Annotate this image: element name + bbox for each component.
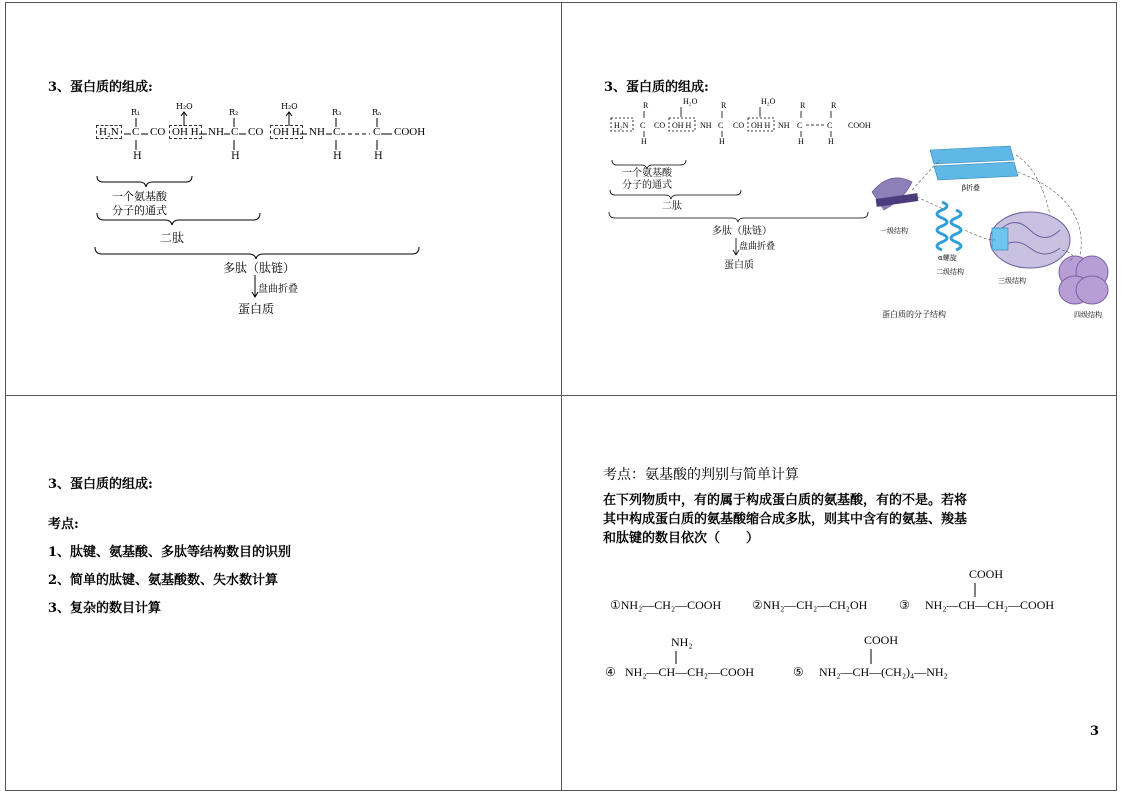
oh-h-group-1: OH H: [169, 126, 202, 138]
r3-label: R₃: [332, 108, 342, 117]
svg-text:R: R: [643, 101, 649, 110]
compound-4: NH₂—CH—CH₂—COOH: [625, 665, 755, 679]
svg-text:C: C: [718, 121, 724, 130]
compound-3-number: ③: [899, 598, 910, 612]
slide-4-heading: 考点：氨基酸的判别与简单计算: [603, 467, 799, 483]
c-atom-3: C: [333, 126, 341, 138]
svg-text:COOH: COOH: [848, 121, 871, 130]
svg-text:H: H: [641, 137, 647, 146]
compound-5-side-chain: COOH: [864, 633, 899, 647]
question-line-3: 和肽键的数目依次（ ）: [603, 531, 760, 546]
rn-label: Rₙ: [372, 108, 382, 117]
svg-text:H₂O: H₂O: [761, 97, 776, 106]
h-atom-2: H: [231, 151, 240, 162]
oh-h-group-2: OH H: [270, 126, 303, 138]
beta-sheet-label: β折叠: [962, 184, 981, 192]
fold-label: 盘曲折叠: [258, 284, 298, 295]
slide-2-title: 3、蛋白质的组成:: [604, 80, 709, 95]
compound-3-side-chain: COOH: [969, 567, 1004, 581]
svg-text:CO: CO: [654, 121, 666, 130]
question-line-2: 其中构成蛋白质的氨基酸缩合成多肽，则其中含有的氨基、羧基: [603, 512, 968, 527]
svg-text:R: R: [800, 101, 806, 110]
svg-text:H₂O: H₂O: [683, 97, 698, 106]
svg-text:NH: NH: [778, 121, 790, 130]
svg-text:H: H: [828, 137, 834, 146]
brace-amino-acid-line2: 分子的通式: [112, 204, 167, 217]
h-atom-1: H: [133, 151, 142, 162]
question-line-1: 在下列物质中，有的属于构成蛋白质的氨基酸，有的不是。若将: [603, 493, 968, 508]
protein-label: 蛋白质: [238, 302, 275, 316]
c-atom-1: C: [132, 126, 140, 138]
exam-point-item-2: 2、简单的肽键、氨基酸数、失水数计算: [48, 573, 279, 588]
compound-5: NH₂—CH—(CH₂)₄—NH₂: [819, 665, 948, 679]
r2-label: R₂: [229, 108, 239, 117]
brace-amino-acid-line2-small: 分子的通式: [622, 180, 672, 191]
svg-text:H: H: [719, 137, 725, 146]
compound-1: ①NH₂—CH₂—COOH: [610, 598, 722, 612]
nh-group-2: NH: [309, 126, 325, 138]
brace-amino-acid-line1-small: 一个氨基酸: [622, 168, 672, 179]
compound-4-side-chain: NH₂: [671, 635, 693, 649]
svg-text:C: C: [827, 121, 833, 130]
svg-text:CO: CO: [733, 121, 745, 130]
svg-text:NH: NH: [700, 121, 712, 130]
brace-dipeptide: 二肽: [160, 231, 185, 245]
compound-5-number: ⑤: [793, 665, 804, 679]
compound-4-number: ④: [605, 665, 616, 679]
brace-polypeptide-small: 多肽（肽链）: [712, 226, 772, 237]
exam-point-item-1: 1、肽键、氨基酸、多肽等结构数目的识别: [48, 545, 292, 560]
quaternary-structure-label: 四级结构: [1074, 311, 1102, 319]
figure-caption: 蛋白质的分子结构: [882, 310, 946, 319]
svg-text:OH H: OH H: [751, 121, 771, 130]
alpha-helix-label: α螺旋: [938, 254, 957, 262]
brace-dipeptide-small: 二肽: [662, 201, 682, 212]
h2n-group: H₂N: [96, 126, 122, 138]
compound-2: ②NH₂—CH₂—CH₂OH: [752, 598, 868, 612]
svg-text:C: C: [797, 121, 803, 130]
water-label-2: H₂O: [281, 102, 298, 111]
secondary-structure-label: 二级结构: [936, 268, 964, 276]
svg-text:OH H: OH H: [672, 121, 692, 130]
slide-3-title: 3、蛋白质的组成:: [48, 477, 153, 492]
water-label-1: H₂O: [176, 102, 193, 111]
c-atom-2: C: [231, 126, 239, 138]
fold-label-small: 盘曲折叠: [739, 242, 776, 252]
primary-structure-label: 一级结构: [880, 227, 908, 235]
svg-text:C: C: [640, 121, 646, 130]
c-atom-n: C: [373, 126, 381, 138]
brace-amino-acid-line1: 一个氨基酸: [112, 190, 167, 203]
cooh-group: COOH: [394, 126, 426, 138]
slide-1-title: 3、蛋白质的组成:: [48, 80, 153, 95]
svg-text:R: R: [721, 101, 727, 110]
protein-label-small: 蛋白质: [724, 260, 754, 271]
compound-3: NH₂—CH—CH₂—COOH: [925, 598, 1055, 612]
tertiary-structure-label: 三级结构: [998, 277, 1026, 285]
svg-text:H₂N: H₂N: [614, 121, 629, 130]
nh-group-1: NH: [208, 126, 224, 138]
h-atom-n: H: [374, 151, 383, 162]
co-group-2: CO: [248, 126, 264, 138]
exam-points-heading: 考点:: [48, 517, 79, 532]
h-atom-3: H: [333, 151, 342, 162]
exam-point-item-3: 3、复杂的数目计算: [48, 601, 162, 616]
co-group-1: CO: [150, 126, 166, 138]
svg-text:H: H: [798, 137, 804, 146]
svg-text:R: R: [831, 101, 837, 110]
brace-polypeptide: 多肽（肽链）: [223, 261, 296, 275]
page-number: 3: [1090, 724, 1100, 739]
r1-label: R₁: [131, 108, 141, 117]
